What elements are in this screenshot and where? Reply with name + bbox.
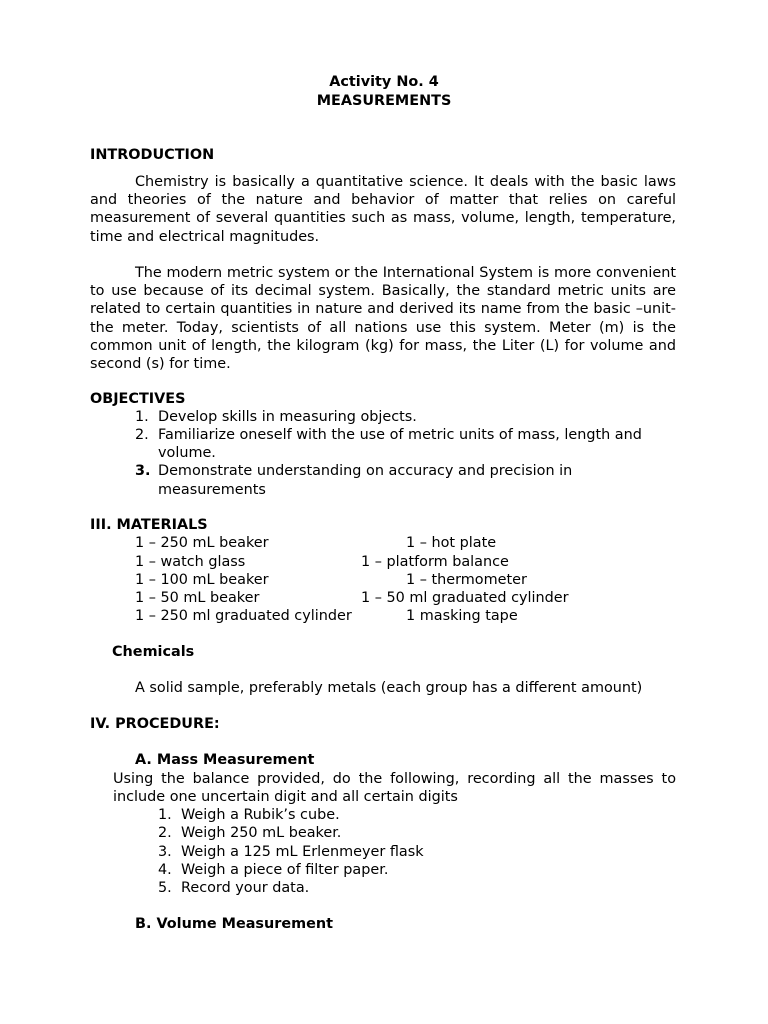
objective-text-continued: volume. <box>158 445 216 461</box>
material-item: 1 – 250 mL beaker <box>135 535 269 551</box>
introduction-heading: INTRODUCTION <box>90 147 215 163</box>
mass-measurement-intro: Using the balance provided, do the following, recording all the masses to include one uncertain digit and all certain digits <box>113 771 676 805</box>
procedure-heading: IV. PROCEDURE: <box>90 716 220 732</box>
activity-subtitle: MEASUREMENTS <box>316 93 452 109</box>
step-text: Weigh a Rubik’s cube. <box>181 807 340 823</box>
material-item: 1 – watch glass <box>135 554 246 570</box>
material-item: 1 – 50 ml graduated cylinder <box>361 590 569 606</box>
objective-number: 1. <box>135 409 149 425</box>
objective-text: Familiarize oneself with the use of metric units of mass, length and <box>158 427 642 443</box>
material-item: 1 – 250 ml graduated cylinder <box>135 608 352 624</box>
material-item: 1 – 100 mL beaker <box>135 572 269 588</box>
introduction-paragraph-2: The modern metric system or the International System is more convenient to use because of its decimal system. Basically, the standard metric units are related to certain quantities in nature and derived its name from the basic –unit- the meter. Today, scientists of all nations use this system. Meter (m) is the common unit of length, the kilogram (kg) for mass, the Liter (L) for volume and second (s) for time. <box>90 265 676 373</box>
objectives-heading: OBJECTIVES <box>90 391 186 407</box>
material-item: 1 – hot plate <box>406 535 497 551</box>
objective-number: 2. <box>135 427 149 443</box>
introduction-paragraph-1: Chemistry is basically a quantitative science. It deals with the basic laws and theories of the nature and behavior of matter that relies on careful measurement of several quantities such as mass, volume, length, temperature, time and electrical magnitudes. <box>90 174 676 245</box>
step-text: Weigh a piece of filter paper. <box>181 862 389 878</box>
chemicals-text: A solid sample, preferably metals (each group has a different amount) <box>135 680 643 696</box>
mass-measurement-heading: A. Mass Measurement <box>135 752 315 768</box>
step-number: 3. <box>158 844 172 860</box>
step-number: 1. <box>158 807 172 823</box>
material-item: 1 – thermometer <box>406 572 527 588</box>
objective-number: 3. <box>135 463 151 479</box>
material-item: 1 – platform balance <box>361 554 509 570</box>
step-text: Weigh 250 mL beaker. <box>181 825 342 841</box>
step-number: 5. <box>158 880 172 896</box>
volume-measurement-heading: B. Volume Measurement <box>135 916 333 932</box>
step-number: 2. <box>158 825 172 841</box>
chemicals-heading: Chemicals <box>112 644 195 660</box>
objective-text-continued: measurements <box>158 482 266 498</box>
step-number: 4. <box>158 862 172 878</box>
objective-text: Develop skills in measuring objects. <box>158 409 417 425</box>
objective-text: Demonstrate understanding on accuracy and precision in <box>158 463 573 479</box>
step-text: Weigh a 125 mL Erlenmeyer flask <box>181 844 424 860</box>
materials-heading: III. MATERIALS <box>90 517 208 533</box>
step-text: Record your data. <box>181 880 310 896</box>
material-item: 1 – 50 mL beaker <box>135 590 260 606</box>
material-item: 1 masking tape <box>406 608 518 624</box>
activity-title: Activity No. 4 <box>329 74 439 90</box>
